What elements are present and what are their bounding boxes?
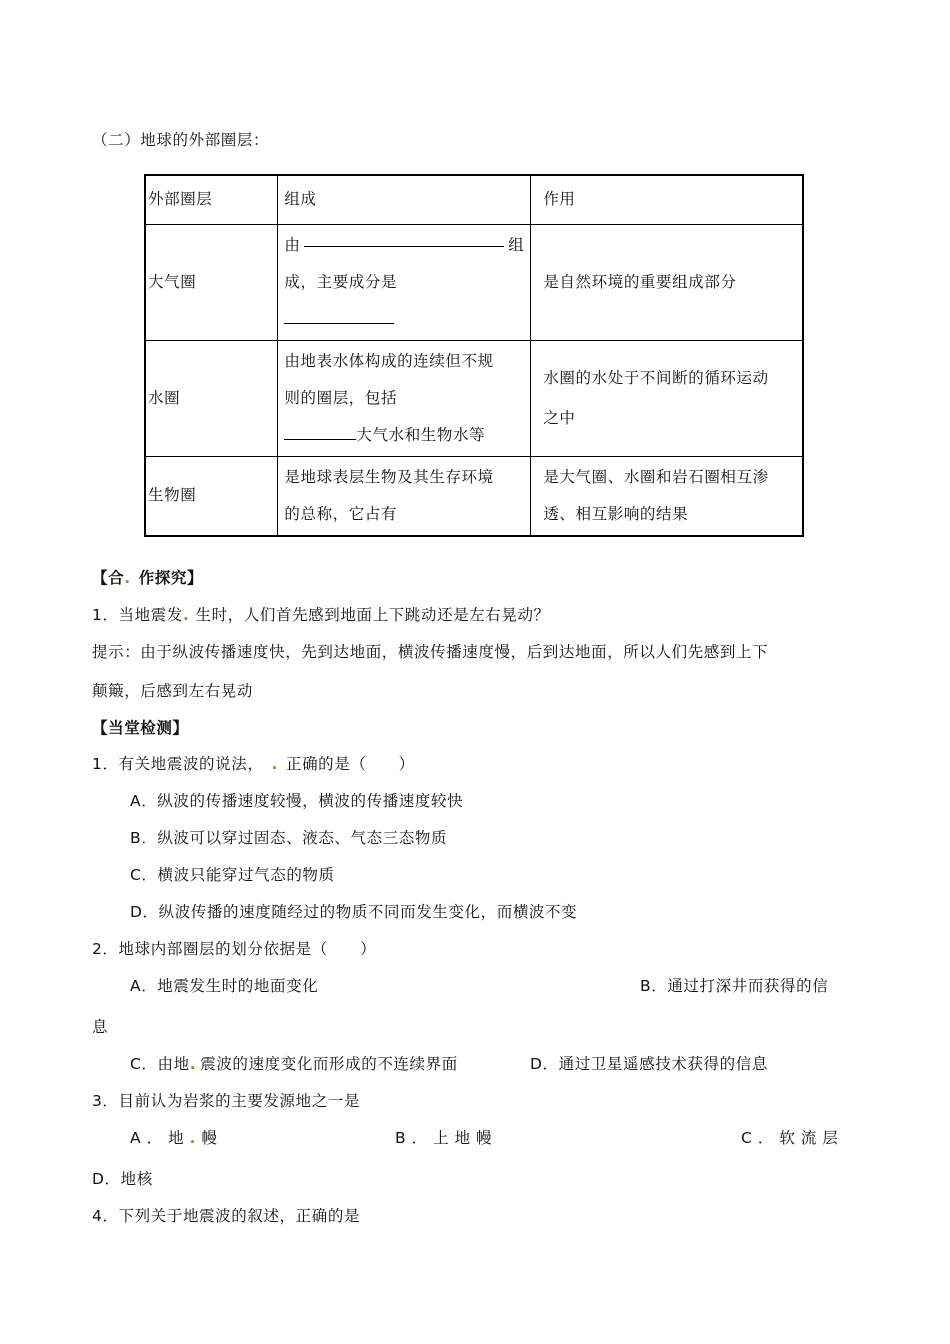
function-line: 透、相互影响的结果: [543, 504, 689, 523]
composition-line: 由地表水体构成的连续但不规: [284, 351, 494, 370]
composition-line: 则的圈层，包括: [284, 388, 398, 407]
q3-option-b[interactable]: B．上地幔: [395, 1129, 498, 1147]
answer-blank[interactable]: [284, 438, 356, 440]
stem-part: 正确的是（ ）: [285, 755, 415, 773]
dot-mark: .: [189, 1055, 197, 1073]
hint-line-2: 颠簸，后感到左右晃动: [92, 682, 254, 700]
q3-option-a[interactable]: [130, 1126, 223, 1148]
function-line: 水圈的水处于不间断的循环运动: [543, 369, 769, 387]
cooperative-question-1: [92, 603, 550, 625]
q2-option-d[interactable]: D．通过卫星遥感技术获得的信息: [530, 1055, 768, 1073]
composition-part-1: 由: [284, 235, 301, 254]
table-header-row: [145, 175, 803, 224]
heading-part: 作探究】: [138, 569, 204, 587]
option-part: A．地: [130, 1129, 190, 1147]
header-function: 作用: [531, 175, 803, 224]
function-line: 之中: [543, 409, 576, 427]
dot-mark: .: [124, 569, 131, 587]
composition-line: 是地球表层生物及其生存环境: [284, 467, 494, 486]
layer-hydrosphere: 水圈: [145, 340, 278, 456]
composition-tail: 大气水和生物水等: [356, 425, 486, 444]
q2-option-a[interactable]: A．地震发生时的地面变化: [130, 977, 319, 995]
dot-mark: .: [182, 606, 190, 624]
q2-option-c[interactable]: [130, 1052, 458, 1074]
composition-line: 的总称，它占有: [284, 504, 398, 523]
function-atmosphere: 是自然环境的重要组成部分: [531, 224, 803, 340]
option-part: 幔: [201, 1129, 224, 1147]
composition-atmosphere: [278, 224, 531, 340]
function-line: 是大气圈、水圈和岩石圈相互渗: [543, 467, 769, 486]
header-composition: 组成: [278, 175, 531, 224]
q1-option-a[interactable]: A．纵波的传播速度较慢，横波的传播速度较快: [130, 792, 464, 810]
q1-option-d[interactable]: D．纵波传播的速度随经过的物质不同而发生变化，而横波不变: [130, 903, 578, 921]
q4-stem: 4．下列关于地震波的叙述，正确的是: [92, 1207, 361, 1225]
function-biosphere: [531, 456, 803, 536]
layer-atmosphere: 大气圈: [145, 224, 278, 340]
answer-blank[interactable]: [284, 322, 394, 324]
section-heading: （二）地球的外部圈层：: [92, 131, 270, 149]
table-row: [145, 224, 803, 340]
option-part: 震波的速度变化而形成的不连续界面: [200, 1055, 458, 1073]
q1-option-c[interactable]: C．横波只能穿过气态的物质: [130, 866, 335, 884]
dot-mark: .: [189, 1129, 202, 1147]
option-part: C．由地: [130, 1055, 190, 1073]
header-layer: 外部圈层: [145, 175, 278, 224]
check-heading: 【当堂检测】: [92, 719, 189, 737]
table-row: [145, 340, 803, 456]
heading-part: 【合: [92, 569, 125, 587]
outer-spheres-table: [144, 174, 804, 537]
composition-part-2: 组: [508, 235, 525, 254]
answer-blank[interactable]: [304, 245, 504, 247]
stem-part: 1．有关地震波的说法，: [92, 755, 264, 773]
question-part: 1．当地震发: [92, 606, 183, 624]
q1-option-b[interactable]: B．纵波可以穿过固态、液态、气态三态物质: [130, 829, 448, 847]
composition-biosphere: [278, 456, 531, 536]
dot-mark: .: [271, 755, 278, 773]
q3-stem: 3．目前认为岩浆的主要发源地之一是: [92, 1092, 361, 1110]
q2-option-b-continued: 息: [92, 1018, 109, 1036]
q1-stem: [92, 752, 415, 774]
q3-option-c[interactable]: C．软流层: [741, 1129, 844, 1147]
question-part: 生时，人们首先感到地面上下跳动还是左右晃动？: [195, 606, 550, 624]
cooperative-heading: [92, 566, 203, 588]
composition-hydrosphere: [278, 340, 531, 456]
layer-biosphere: 生物圈: [145, 456, 278, 536]
table-row: [145, 456, 803, 536]
q2-option-b[interactable]: B．通过打深井而获得的信: [640, 977, 829, 995]
q3-option-d[interactable]: D．地核: [92, 1170, 153, 1188]
q2-stem: 2．地球内部圈层的划分依据是（ ）: [92, 940, 377, 958]
composition-part-3: 成，主要成分是: [284, 272, 398, 291]
hint-line-1: 提示：由于纵波传播速度快，先到达地面，横波传播速度慢，后到达地面，所以人们先感到上下: [92, 643, 769, 661]
function-hydrosphere: [531, 340, 803, 456]
